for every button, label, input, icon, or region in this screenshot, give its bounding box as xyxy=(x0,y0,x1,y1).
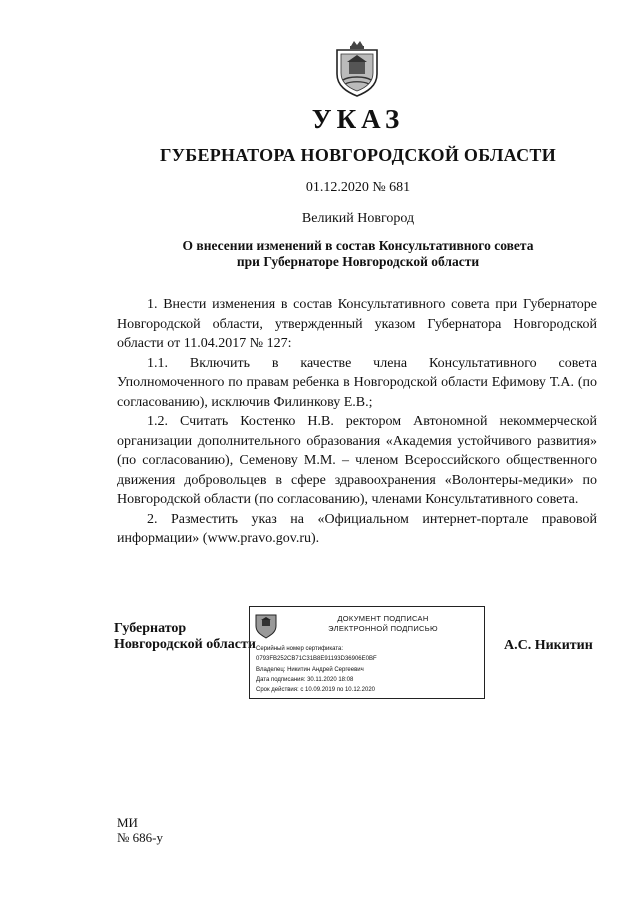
signer-name: А.С. Никитин xyxy=(504,638,593,653)
signer-position-line-1: Губернатор xyxy=(114,621,187,636)
stamp-header-line-2: ЭЛЕКТРОННОЙ ПОДПИСЬЮ xyxy=(328,624,438,633)
paragraph-2: 2. Разместить указ на «Официальном интернет-портале правовой информации» (www.pravo.gov.ru). xyxy=(117,511,597,546)
coat-of-arms-icon xyxy=(331,40,383,98)
document-type-title: УКАЗ xyxy=(311,104,405,134)
footer-ref-number: № 686-у xyxy=(117,830,163,845)
signer-position xyxy=(114,621,256,653)
stamp-header xyxy=(288,614,478,634)
paragraph-1-2: 1.2. Считать Костенко Н.В. ректором Автономной некоммерческой организации дополнительного образования «Академия устойчивого развития» (по согласованию), Семенову М.М. – членом Всероссийского общественного движения добровольцев в сфере здравоохранения «Волонтеры-медики» по Новгородской области (по согласованию), членами Консультативного совета. xyxy=(117,414,597,507)
stamp-emblem-icon xyxy=(254,612,278,639)
stamp-signed-date: Дата подписания: 30.11.2020 18:08 xyxy=(256,677,354,683)
stamp-validity: Срок действия: с 10.09.2019 по 10.12.2020 xyxy=(256,687,376,693)
subject-line-1: О внесении изменений в состав Консультативного совета xyxy=(182,238,534,253)
stamp-header-line-1: ДОКУМЕНТ ПОДПИСАН xyxy=(337,614,429,623)
stamp-owner: Владелец: Никитин Андрей Сергеевич xyxy=(256,667,364,673)
stamp-cert-label: Серийный номер сертификата: xyxy=(256,646,344,652)
subject-heading xyxy=(38,238,640,270)
stamp-cert-value: 0793FB252CB71C31B8E91193D36906E0BF xyxy=(256,656,377,662)
footer-initials: МИ xyxy=(117,815,138,830)
footer-reference xyxy=(117,815,163,845)
signer-position-line-2: Новгородской области xyxy=(114,637,256,652)
issuer-title: ГУБЕРНАТОРА НОВГОРОДСКОЙ ОБЛАСТИ xyxy=(159,145,556,165)
city: Великий Новгород xyxy=(301,211,415,226)
subject-line-2: при Губернаторе Новгородской области xyxy=(236,254,480,269)
paragraph-1-1: 1.1. Включить в качестве члена Консультативного совета Уполномоченного по правам ребенка в Новгородской области Ефимову Т.А. (по согласованию), исключив Филинкову Е.В.; xyxy=(117,355,597,410)
electronic-signature-stamp xyxy=(249,606,485,699)
paragraph-1: 1. Внести изменения в состав Консультативного совета при Губернаторе Новгородской области, утвержденный указом Губернатора Новгородской области от 11.04.2017 № 127: xyxy=(117,297,597,351)
decree-body xyxy=(117,295,597,549)
date-number: 01.12.2020 № 681 xyxy=(305,180,411,195)
